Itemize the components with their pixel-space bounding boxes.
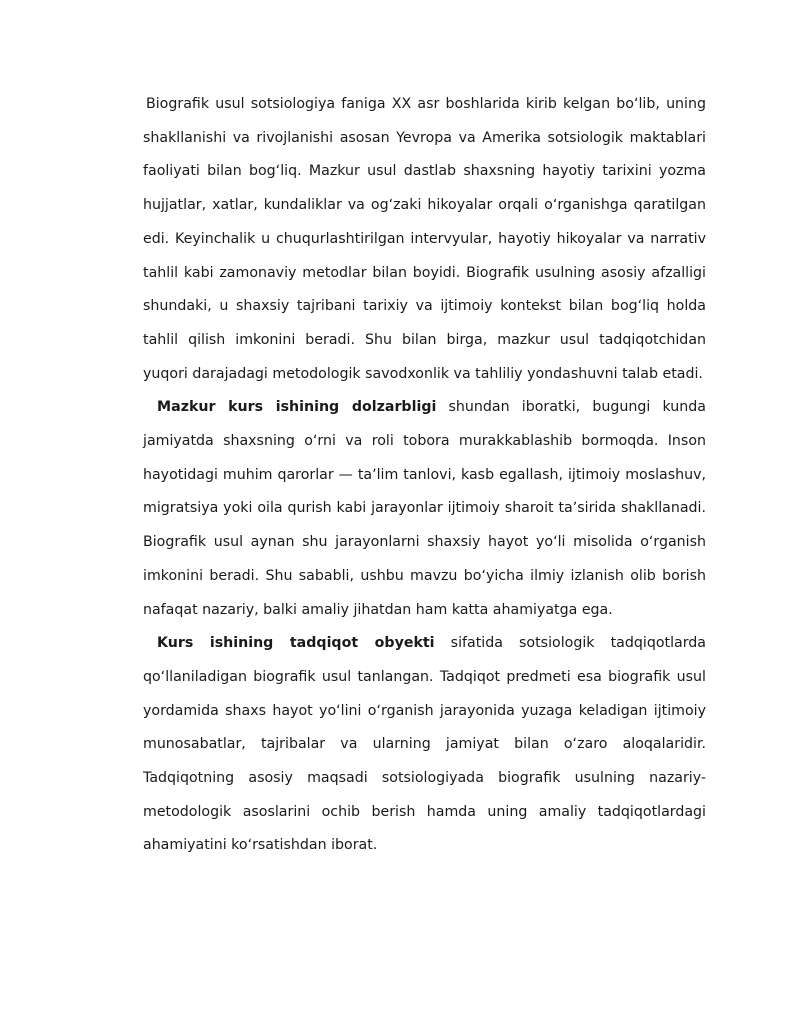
paragraph-research-object xyxy=(143,627,706,863)
paragraph-text: Biografik usul sotsiologiya faniga XX asr boshlarida kirib kelgan boʻlib, uning shakllanishi va rivojlanishi asosan Yevropa va Amerika sotsiologik maktablari faoliyati bilan bogʻliq. Mazkur usul dastlab shaxsning hayotiy tarixini yozma hujjatlar, xatlar, kundaliklar va ogʻzaki hikoyalar orqali oʻrganishga qaratilgan edi. Keyinchalik u chuqurlashtirilgan intervyular, hayotiy hikoyalar va narrativ tahlil kabi zamonaviy metodlar bilan boyidi. Biografik usulning asosiy afzalligi shundaki, u shaxsiy tajribani tarixiy va ijtimoiy kontekst bilan bogʻliq holda tahlil qilish imkonini beradi. Shu bilan birga, mazkur usul tadqiqotchidan yuqori darajadagi metodologik savodxonlik va tahliliy yondashuvni talab etadi. xyxy=(143,96,706,382)
paragraph-lead-research-object: Kurs ishining tadqiqot obyekti xyxy=(157,635,435,652)
paragraph-relevance xyxy=(143,391,706,627)
paragraph-lead-relevance: Mazkur kurs ishining dolzarbligi xyxy=(157,399,437,416)
document-body xyxy=(143,88,706,863)
paragraph-biographic-method-history xyxy=(143,88,706,391)
paragraph-text: shundan iboratki, bugungi kunda jamiyatda shaxsning oʻrni va roli tobora murakkablashib bormoqda. Inson hayotidagi muhim qarorlar — taʼlim tanlovi, kasb egallash, ijtimoiy moslashuv, migratsiya yoki oila qurish kabi jarayonlar ijtimoiy sharoit taʼsirida shakllanadi. Biografik usul aynan shu jarayonlarni shaxsiy hayot yoʻli misolida oʻrganish imkonini beradi. Shu sababli, ushbu mavzu boʻyicha ilmiy izlanish olib borish nafaqat nazariy, balki amaliy jihatdan ham katta ahamiyatga ega. xyxy=(143,399,706,618)
paragraph-text: sifatida sotsiologik tadqiqotlarda qoʻllaniladigan biografik usul tanlangan. Tadqiqot predmeti esa biografik usul yordamida shaxs hayot yoʻlini oʻrganish jarayonida yuzaga keladigan ijtimoiy munosabatlar, tajribalar va ularning jamiyat bilan oʻzaro aloqalaridir. Tadqiqotning asosiy maqsadi sotsiologiyada biografik usulning nazariy-metodologik asoslarini ochib berish hamda uning amaliy tadqiqotlardagi ahamiyatini koʻrsatishdan iborat. xyxy=(143,635,706,854)
